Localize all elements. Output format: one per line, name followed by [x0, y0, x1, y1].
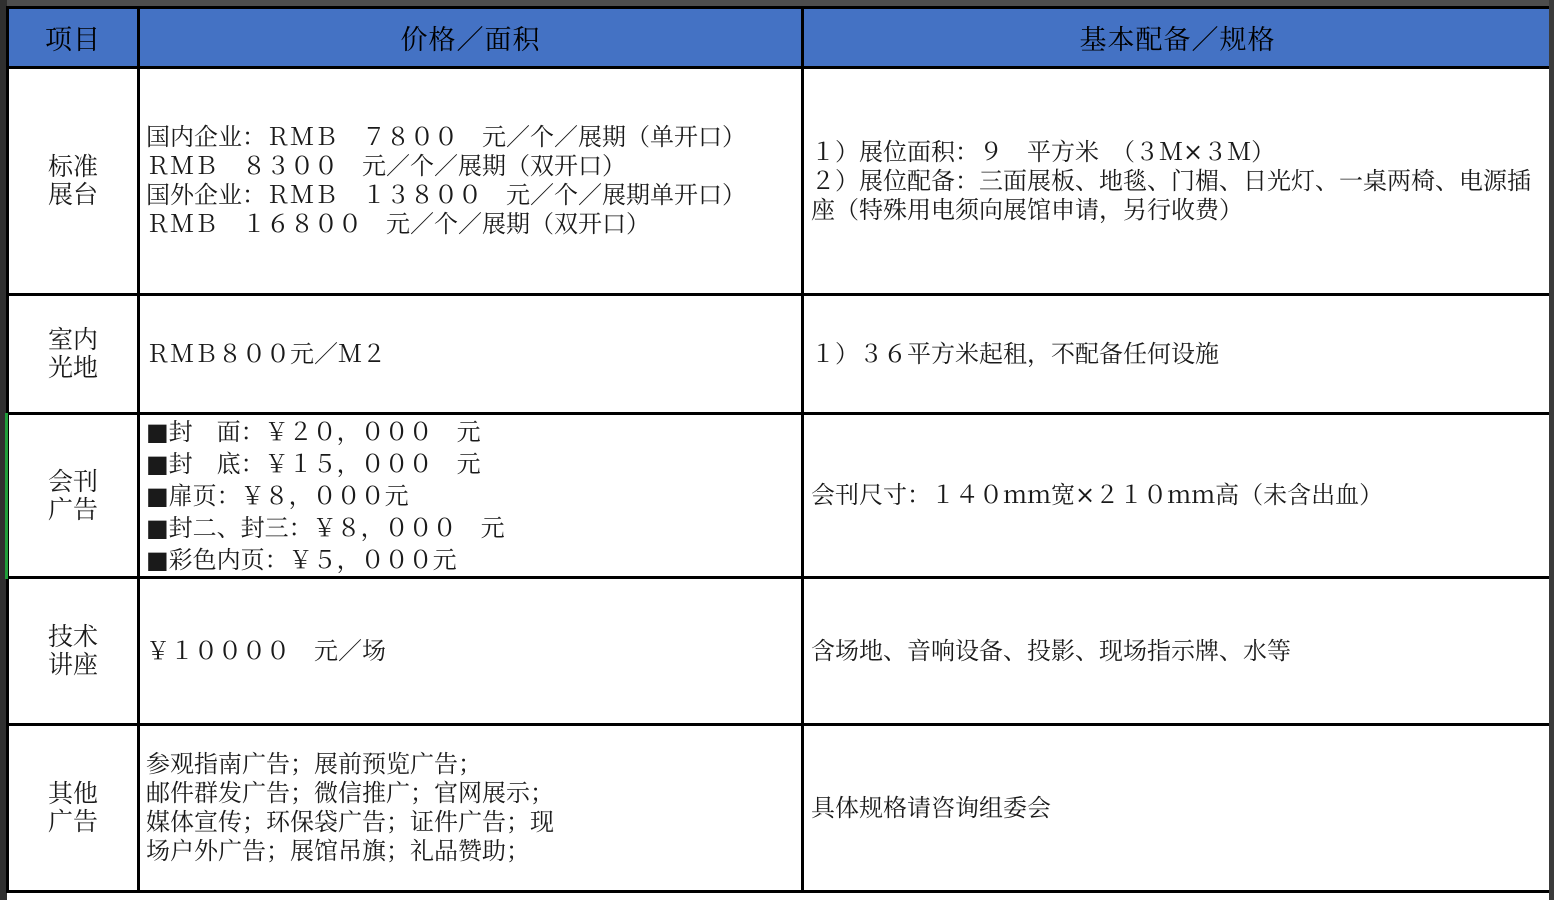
spec-cell[interactable] — [803, 578, 1553, 725]
label-line: 其他 — [47, 779, 98, 808]
row-label-other-ads[interactable] — [8, 725, 139, 892]
price-line: ＲＭＢ ８３００ 元／个／展期（双开口） — [146, 152, 626, 180]
label-line: 光地 — [47, 353, 98, 382]
price-line: ￥１００００ 元／场 — [146, 636, 386, 665]
label-line: 会刊 — [47, 466, 98, 496]
price-line: 邮件群发广告；微信推广；官网展示； — [146, 779, 554, 807]
price-line: ＲＭＢ １６８００ 元／个／展期（双开口） — [146, 210, 650, 238]
window-right-edge — [1549, 0, 1554, 900]
table-row — [8, 414, 1553, 578]
spec-line: 具体规格请咨询组委会 — [811, 793, 1051, 822]
price-cell[interactable] — [139, 578, 803, 725]
header-price-area[interactable]: 价格／面积 — [139, 8, 803, 68]
price-line: 国外企业：ＲＭＢ １３８００ 元／个／展期单开口） — [146, 181, 746, 209]
header-row — [8, 8, 1553, 68]
spec-line: 会刊尺寸：１４０ｍｍ宽×２１０ｍｍ高（未含出血） — [811, 481, 1384, 509]
table-row — [8, 725, 1553, 892]
price-cell[interactable] — [139, 725, 803, 892]
table-row — [8, 68, 1553, 295]
label-line: 广告 — [47, 494, 98, 524]
row-label-tech-seminar[interactable] — [8, 578, 139, 725]
spec-cell[interactable] — [803, 295, 1553, 414]
spec-cell[interactable] — [803, 725, 1553, 892]
row-label-standard-booth[interactable] — [8, 68, 139, 295]
spec-line: ２）展位配备：三面展板、地毯、门楣、日光灯、一桌两椅、电源插座（特殊用电须向展馆申请，另行收费） — [811, 166, 1531, 224]
table-row — [8, 295, 1553, 414]
spec-cell[interactable] — [803, 414, 1553, 578]
label-line: 广告 — [47, 807, 98, 836]
price-line: ■彩色内页：￥５，０００元 — [146, 545, 457, 574]
price-cell[interactable] — [139, 68, 803, 295]
label-line: 标准 — [47, 152, 98, 181]
price-line: 媒体宣传；环保袋广告；证件广告；现场户外广告；展馆吊旗；礼品赞助； — [146, 808, 554, 865]
price-line: ■扉页：￥８，０００元 — [146, 481, 409, 510]
spec-line: 含场地、音响设备、投影、现场指示牌、水等 — [811, 636, 1291, 665]
row-label-catalog-ads[interactable] — [8, 414, 139, 578]
price-cell[interactable] — [139, 414, 803, 578]
exhibition-price-table — [6, 6, 1554, 893]
price-line: 参观指南广告；展前预览广告； — [146, 750, 482, 778]
price-cell[interactable] — [139, 295, 803, 414]
row-selection-marker — [5, 413, 8, 579]
price-line: ■封二、封三：￥８，０００ 元 — [146, 513, 505, 542]
spec-line: １）３６平方米起租，不配备任何设施 — [811, 339, 1219, 368]
label-line: 技术 — [47, 622, 98, 651]
header-item[interactable]: 项目 — [8, 8, 139, 68]
spec-cell[interactable] — [803, 68, 1553, 295]
price-line: ■封 面：￥２０，０００ 元 — [146, 417, 481, 446]
price-line: ＲＭＢ８００元／Ｍ２ — [146, 339, 386, 368]
price-line: ■封 底：￥１５，０００ 元 — [146, 449, 481, 478]
label-line: 讲座 — [47, 650, 98, 679]
price-line: 国内企业：ＲＭＢ ７８００ 元／个／展期（单开口） — [146, 123, 746, 151]
label-line: 展台 — [47, 180, 98, 209]
header-spec[interactable]: 基本配备／规格 — [803, 8, 1553, 68]
row-label-indoor-space[interactable] — [8, 295, 139, 414]
table-row — [8, 578, 1553, 725]
label-line: 室内 — [47, 325, 98, 354]
spec-line: １）展位面积：９ 平方米 （３Ｍ×３Ｍ） — [811, 137, 1276, 166]
